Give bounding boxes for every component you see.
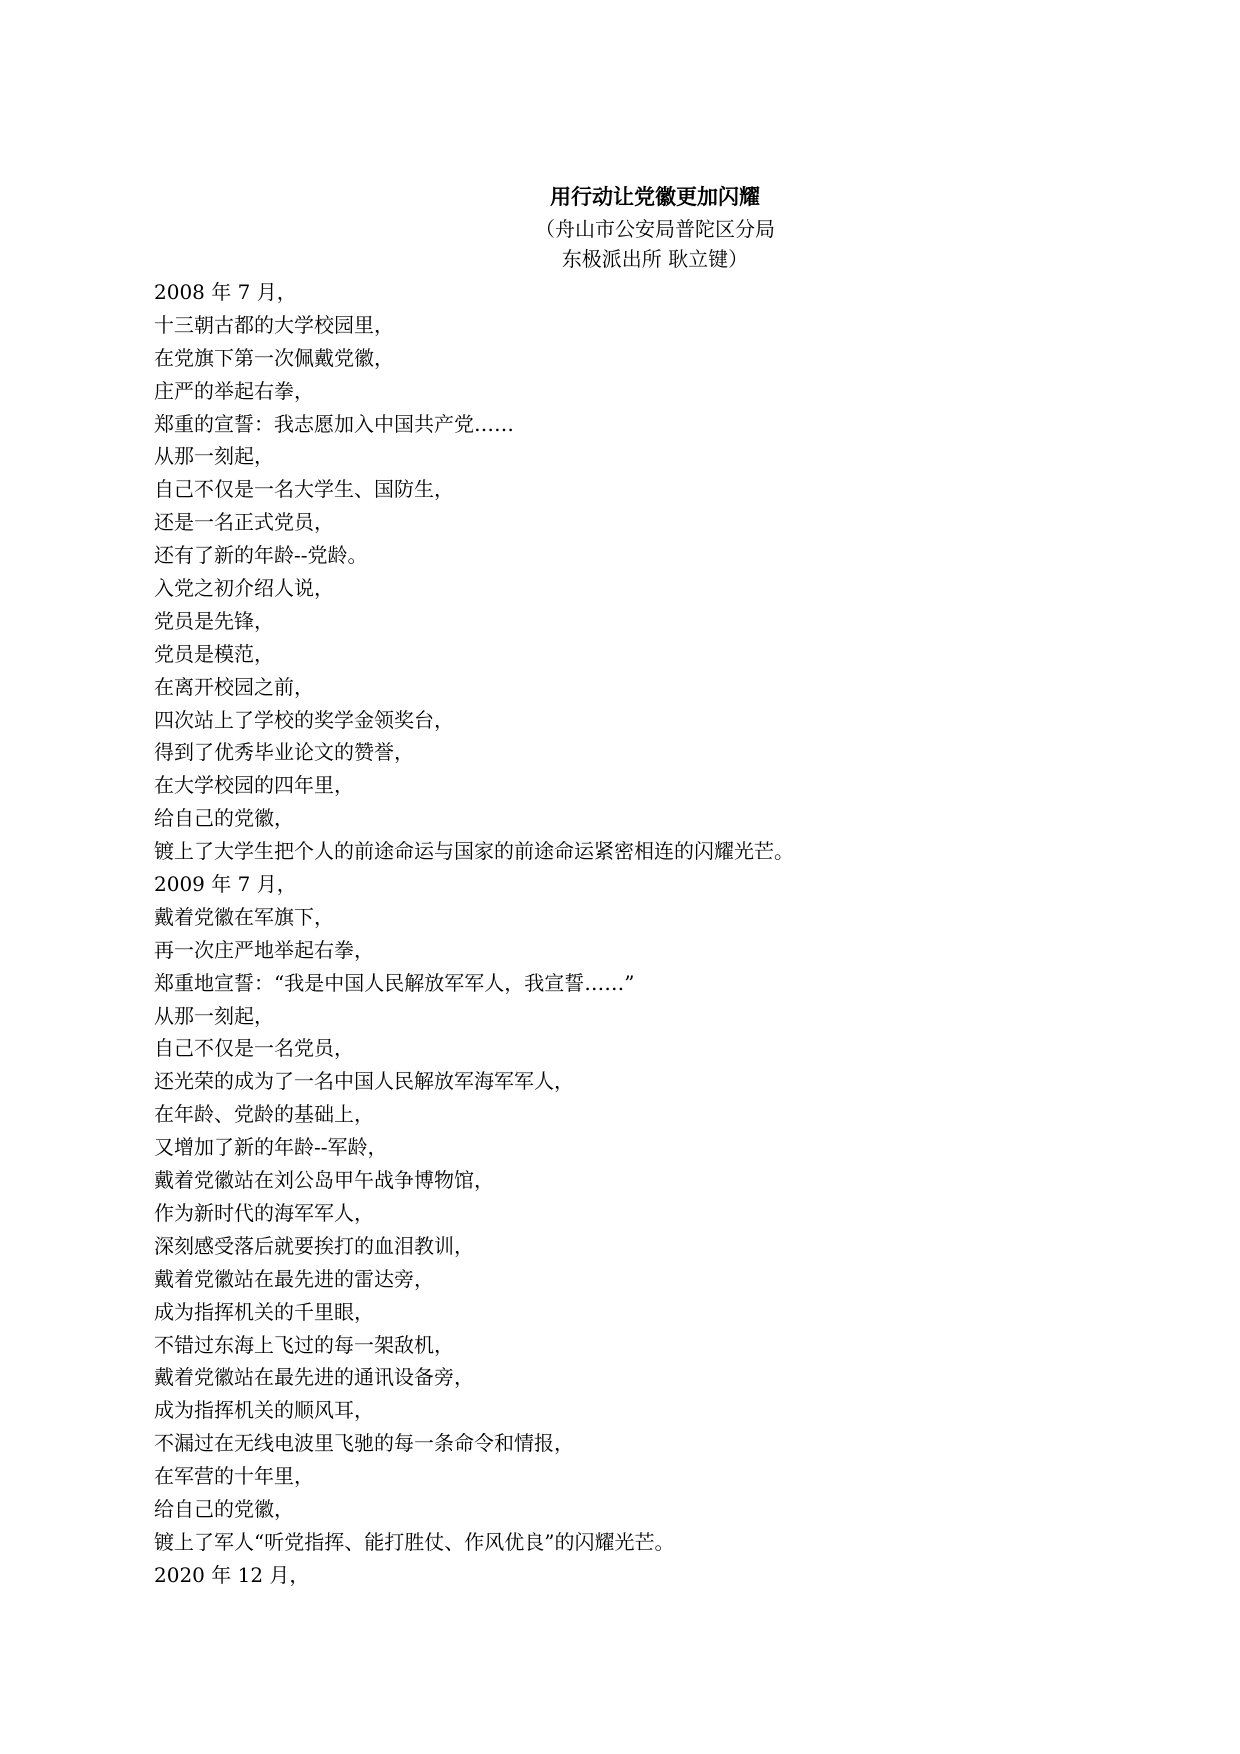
poem-line: 郑重的宣誓：我志愿加入中国共产党……	[154, 411, 514, 436]
document-header	[0, 180, 1240, 274]
poem-line: 还有了新的年龄--党龄。	[154, 543, 368, 568]
author-name-line: 东极派出所 耿立键）	[561, 247, 749, 271]
poem-line: 给自己的党徽，	[154, 806, 294, 831]
poem-line: 郑重地宣誓：“我是中国人民解放军军人，我宣誓……”	[154, 970, 635, 995]
poem-line: 还光荣的成为了一名中国人民解放军海军军人，	[154, 1069, 574, 1094]
poem-line: 在离开校园之前，	[154, 674, 314, 699]
poem-line: 不错过东海上飞过的每一架敌机，	[154, 1332, 454, 1357]
poem-line: 不漏过在无线电波里飞驰的每一条命令和情报，	[154, 1431, 574, 1456]
poem-line: 镀上了军人“听党指挥、能打胜仗、作风优良”的闪耀光芒。	[154, 1529, 675, 1554]
poem-line: 还是一名正式党员，	[154, 510, 334, 535]
poem-line: 党员是模范，	[154, 641, 274, 666]
poem-line: 得到了优秀毕业论文的赞誉，	[154, 740, 414, 765]
poem-line: 十三朝古都的大学校园里，	[154, 312, 394, 337]
poem-line: 戴着党徽站在刘公岛甲午战争博物馆，	[154, 1168, 494, 1193]
poem-line: 2008 年 7 月，	[154, 280, 297, 304]
poem-body	[154, 276, 1154, 1592]
poem-line: 自己不仅是一名大学生、国防生，	[154, 477, 454, 502]
poem-line: 在大学校园的四年里，	[154, 773, 354, 798]
poem-line: 镀上了大学生把个人的前途命运与国家的前途命运紧密相连的闪耀光芒。	[154, 839, 794, 864]
poem-line: 庄严的举起右拳，	[154, 378, 314, 403]
poem-line: 党员是先锋，	[154, 608, 274, 633]
document-title: 用行动让党徽更加闪耀	[550, 185, 760, 209]
poem-line: 从那一刻起，	[154, 1003, 274, 1028]
poem-line: 四次站上了学校的奖学金领奖台，	[154, 707, 454, 732]
poem-line: 成为指挥机关的千里眼，	[154, 1299, 374, 1324]
poem-line: 自己不仅是一名党员，	[154, 1036, 354, 1061]
poem-line: 再一次庄严地举起右拳，	[154, 937, 374, 962]
poem-line: 在军营的十年里，	[154, 1464, 314, 1489]
poem-line: 成为指挥机关的顺风耳，	[154, 1398, 374, 1423]
poem-line: 又增加了新的年龄--军龄，	[154, 1135, 388, 1160]
poem-line: 2009 年 7 月，	[154, 872, 297, 897]
poem-line: 从那一刻起，	[154, 444, 274, 469]
author-affiliation-line: （舟山市公安局普陀区分局	[535, 217, 775, 241]
poem-line: 戴着党徽站在最先进的通讯设备旁，	[154, 1365, 474, 1390]
poem-line: 入党之初介绍人说，	[154, 576, 334, 601]
poem-line: 2020 年 12 月，	[154, 1562, 310, 1587]
poem-line: 给自己的党徽，	[154, 1496, 294, 1521]
poem-line: 在党旗下第一次佩戴党徽，	[154, 345, 394, 370]
poem-line: 在年龄、党龄的基础上，	[154, 1102, 374, 1127]
poem-line: 戴着党徽站在最先进的雷达旁，	[154, 1266, 434, 1291]
poem-line: 作为新时代的海军军人，	[154, 1200, 374, 1225]
poem-line: 深刻感受落后就要挨打的血泪教训，	[154, 1233, 474, 1258]
poem-line: 戴着党徽在军旗下，	[154, 904, 334, 929]
